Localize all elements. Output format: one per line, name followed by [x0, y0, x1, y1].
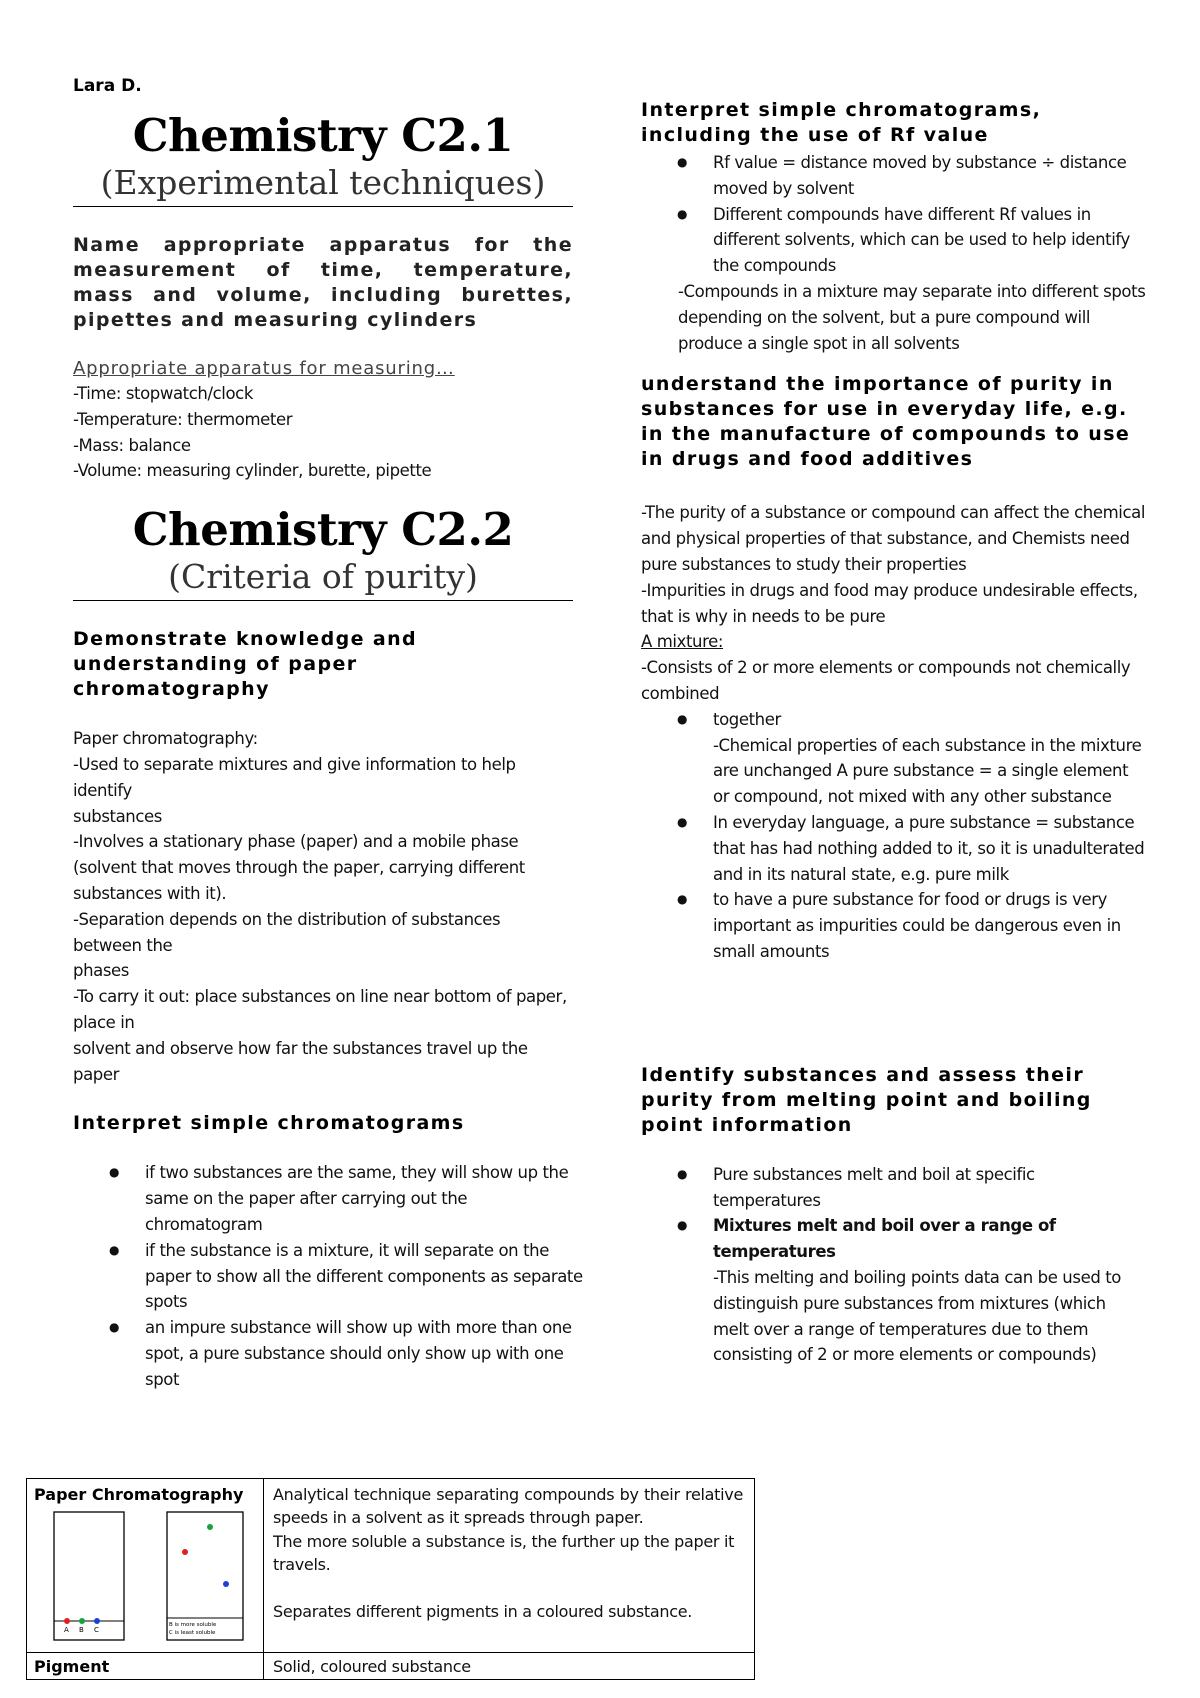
- section1-subtitle: (Experimental techniques): [100, 163, 546, 202]
- rf-heading: Interpret simple chromatograms, including the use of Rf value: [641, 99, 1042, 146]
- section1-rule: [73, 206, 573, 207]
- rf-note: -Compounds in a mixture may separate into different spots depending on the solvent, but a pure compound will produce a single spot in all solvents: [678, 281, 1146, 353]
- list-item: ● Different compounds have different Rf values in different solvents, which can be used to help identify the compounds: [713, 202, 1146, 279]
- term-paper-chromatography: Paper Chromatography: [34, 1485, 244, 1504]
- spot-label-a: A: [64, 1626, 69, 1634]
- notes-line: -Involves a stationary phase (paper) and a mobile phase (solvent that moves through the paper, carrying different substances with it).: [73, 832, 525, 903]
- melting-point-heading: Identify substances and assess their purity from melting point and boiling point information: [641, 1063, 1092, 1136]
- mixture-heading: A mixture:: [641, 632, 724, 652]
- purity-heading: understand the importance of purity in substances for use in everyday life, e.g. in the manufacture of compounds to use in drugs and food additives: [641, 373, 1131, 471]
- list-item: ● together -Chemical properties of each substance in the mixture are unchanged A pure substance = a single element or compound, not mixed with any other substance: [713, 707, 1146, 810]
- list-item: [713, 1213, 1133, 1368]
- notes-line: -Separation depends on the distribution of substances between the: [73, 909, 501, 955]
- notes-line: -The purity of a substance or compound can affect the chemical and physical properties of that substance, and Chemists need pure substances to study their properties: [641, 503, 1146, 574]
- table-column-divider: [263, 1479, 264, 1679]
- mixture-list: [641, 707, 1146, 965]
- notes-line: substances: [73, 806, 162, 826]
- notes-line: -Used to separate mixtures and give information to help identify: [73, 754, 516, 800]
- definition-paper-chromatography: Analytical technique separating compounds by their relative speeds in a solvent as it spreads through paper.: [273, 1485, 743, 1527]
- definition-pigments: Separates different pigments in a coloured substance.: [273, 1602, 693, 1621]
- bold-statement: Mixtures melt and boil over a range of temperatures: [713, 1216, 1056, 1262]
- interpret-heading: Interpret simple chromatograms: [73, 1112, 465, 1135]
- list-item: ● to have a pure substance for food or drugs is very important as impurities could be dangerous even in small amounts: [713, 887, 1146, 964]
- notes-line: solvent and observe how far the substances travel up the paper: [73, 1038, 528, 1084]
- left-column: [73, 72, 583, 1393]
- list-item: ● In everyday language, a pure substance = substance that has had nothing added to it, so it is unadulterated and in its natural state, e.g. pure milk: [713, 810, 1146, 887]
- rf-list: [641, 150, 1146, 279]
- mixture-definition: -Consists of 2 or more elements or compounds not chemically combined: [641, 658, 1131, 703]
- spot-red-developed: [182, 1549, 188, 1555]
- definition-solubility: The more soluble a substance is, the further up the paper it travels.: [273, 1532, 735, 1574]
- apparatus-volume: -Volume: measuring cylinder, burette, pipette: [73, 461, 432, 481]
- table-row-divider: [27, 1652, 754, 1653]
- list-item: ● if the substance is a mixture, it will separate on the paper to show all the different components as separate spots: [145, 1238, 585, 1315]
- section2-rule: [73, 600, 573, 601]
- notes-line: -To carry it out: place substances on line near bottom of paper, place in: [73, 987, 567, 1032]
- list-item: ● Pure substances melt and boil at specific temperatures: [713, 1162, 1133, 1214]
- notes-line: -Impurities in drugs and food may produce undesirable effects, that is why in needs to be pure: [641, 580, 1138, 626]
- melting-point-list: [641, 1162, 1133, 1368]
- section2-objective: Demonstrate knowledge and understanding of paper chromatography: [73, 628, 418, 701]
- spot-label-b: B: [79, 1626, 84, 1634]
- chromatogram-diagram: [53, 1511, 253, 1643]
- definition-pigment: Solid, coloured substance: [273, 1657, 471, 1676]
- right-column: [641, 98, 1146, 1368]
- purity-notes: [641, 500, 1146, 706]
- spot-green-developed: [207, 1524, 213, 1530]
- diagram-caption: B is more soluble: [169, 1622, 217, 1628]
- notes-line: Paper chromatography:: [73, 729, 258, 749]
- section1-objective: Name appropriate apparatus for the measurement of time, temperature, mass and volume, including burettes, pipettes and measuring cylinders: [73, 234, 573, 331]
- diagram-caption: C is least soluble: [169, 1630, 216, 1636]
- paper-chromatography-notes: [73, 726, 573, 1087]
- apparatus-mass: -Mass: balance: [73, 435, 191, 455]
- melting-point-explanation: -This melting and boiling points data can be used to distinguish pure substances from mixtures (which melt over a range of temperatures due to them consisting of 2 or more elements or compounds): [713, 1267, 1121, 1365]
- spot-label-c: C: [94, 1626, 99, 1634]
- chromatogram-paper-after: [167, 1512, 243, 1640]
- spot-green: [79, 1618, 85, 1624]
- list-item: ● if two substances are the same, they will show up the same on the paper after carrying out the chromatogram: [145, 1160, 585, 1237]
- list-item: ● Rf value = distance moved by substance ÷ distance moved by solvent: [713, 150, 1146, 202]
- apparatus-temperature: -Temperature: thermometer: [73, 409, 293, 429]
- section1-title: Chemistry C2.1: [132, 109, 514, 162]
- interpret-list: [73, 1160, 585, 1392]
- list-item: ● an impure substance will show up with more than one spot, a pure substance should only show up with one spot: [145, 1315, 585, 1392]
- spot-red: [64, 1618, 70, 1624]
- section2-title: Chemistry C2.2: [132, 503, 514, 557]
- spot-blue-developed: [223, 1581, 229, 1587]
- author-name: Lara D.: [73, 76, 142, 96]
- notes-line: phases: [73, 961, 129, 981]
- glossary-table: [26, 1478, 755, 1680]
- spot-blue: [94, 1618, 100, 1624]
- apparatus-heading: Appropriate apparatus for measuring…: [73, 358, 455, 379]
- term-pigment: Pigment: [34, 1657, 110, 1676]
- apparatus-time: -Time: stopwatch/clock: [73, 384, 253, 403]
- section2-subtitle: (Criteria of purity): [168, 557, 478, 597]
